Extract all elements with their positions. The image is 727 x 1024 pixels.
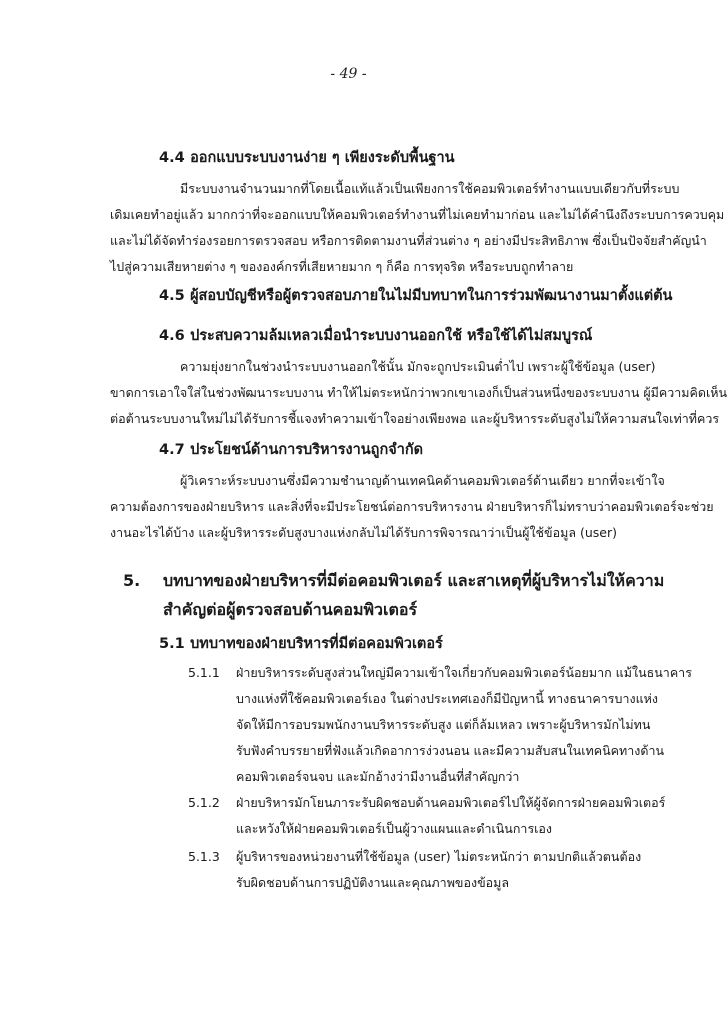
heading-number: 4.4 <box>159 150 185 166</box>
list-item-5-1-1 <box>188 660 692 790</box>
paragraph-line: งานอะไรได้บ้าง และผู้บริหารระดับสูงบางแห่งกลับไม่ได้รับการพิจารณาว่าเป็นผู้ใช้ข้อมูล (user) <box>110 525 617 540</box>
paragraph-line: ต่อต้านระบบงานใหม่ไม่ได้รับการชี้แจงทำความเข้าใจอย่างเพียงพอ และผู้บริหารระดับสูงไม่ให้ความสนใจเท่าที่ควร <box>110 411 720 426</box>
page-number: - 49 - <box>330 66 367 82</box>
heading-5-1 <box>159 634 443 654</box>
paragraph-line: เดิมเคยทำอยู่แล้ว มากกว่าที่จะออกแบบให้คอมพิวเตอร์ทำงานที่ไม่เคยทำมาก่อน และไม่ได้คำนึงถึงระบบการควบคุม <box>110 207 725 222</box>
item-line: รับผิดชอบด้านการปฏิบัติงานและคุณภาพของข้อมูล <box>236 875 510 890</box>
item-line: ฝ่ายบริหารมักโยนภาระรับผิดชอบด้านคอมพิวเตอร์ไปให้ผู้จัดการฝ่ายคอมพิวเตอร์ <box>236 795 666 810</box>
paragraph-line: และไม่ได้จัดทำร่องรอยการตรวจสอบ หรือการติดตามงานที่ส่วนต่าง ๆ อย่างมีประสิทธิภาพ ซึ่งเป็นปัจจัยสำคัญนำ <box>110 233 707 248</box>
heading-number: 5.1 <box>159 636 185 652</box>
item-line: คอมพิวเตอร์จนจบ และมักอ้างว่ามีงานอื่นที่สำคัญกว่า <box>236 769 520 784</box>
section-number: 5. <box>123 571 141 590</box>
item-number: 5.1.2 <box>188 795 220 810</box>
section-heading-line: สำคัญต่อผู้ตรวจสอบด้านคอมพิวเตอร์ <box>163 600 418 619</box>
heading-number: 4.5 <box>159 288 185 304</box>
section-5-heading <box>123 566 663 624</box>
heading-title: ผู้สอบบัญชีหรือผู้ตรวจสอบภายในไม่มีบทบาทในการร่วมพัฒนางานมาตั้งแต่ต้น <box>190 288 673 304</box>
item-number: 5.1.1 <box>188 665 220 680</box>
item-line: จัดให้มีการอบรมพนักงานบริหารระดับสูง แต่ก็ล้มเหลว เพราะผู้บริหารมักไม่ทน <box>236 717 651 732</box>
paragraph-line: ผู้วิเคราะห์ระบบงานซึ่งมีความชำนาญด้านเทคนิคด้านคอมพิวเตอร์ด้านเดียว ยากที่จะเข้าใจ <box>180 473 665 488</box>
item-line: บางแห่งที่ใช้คอมพิวเตอร์เอง ในต่างประเทศเองก็มีปัญหานี้ ทางธนาคารบางแห่ง <box>236 691 658 706</box>
heading-4-7 <box>159 440 423 460</box>
paragraph-4-4 <box>110 176 725 280</box>
paragraph-line: ขาดการเอาใจใส่ในช่วงพัฒนาระบบงาน ทำให้ไม่ตระหนักว่าพวกเขาเองก็เป็นส่วนหนึ่งของระบบงาน ผู้มีความคิดเห็น <box>110 385 727 400</box>
heading-4-6 <box>159 326 592 346</box>
section-heading-line: บทบาทของฝ่ายบริหารที่มีต่อคอมพิวเตอร์ และสาเหตุที่ผู้บริหารไม่ให้ความ <box>163 571 665 590</box>
heading-4-5 <box>159 286 672 306</box>
list-item-5-1-2 <box>188 790 666 842</box>
item-line: รับฟังคำบรรยายที่ฟังแล้วเกิดอาการง่วงนอน และมีความสับสนในเทคนิคทางด้าน <box>236 743 665 758</box>
paragraph-4-6 <box>110 354 727 432</box>
heading-4-4 <box>159 148 455 168</box>
list-item-5-1-3 <box>188 844 658 896</box>
paragraph-line: ไปสู่ความเสียหายต่าง ๆ ขององค์กรที่เสียหายมาก ๆ ก็คือ การทุจริต หรือระบบถูกทำลาย <box>110 259 574 274</box>
item-line: และหวังให้ฝ่ายคอมพิวเตอร์เป็นผู้วางแผนและดำเนินการเอง <box>236 821 553 836</box>
heading-number: 4.6 <box>159 328 185 344</box>
paragraph-line: ความต้องการของฝ่ายบริหาร และสิ่งที่จะมีประโยชน์ต่อการบริหารงาน ฝ่ายบริหารก็ไม่ทราบว่าคอมพิวเตอร์จะช่วย <box>110 499 714 514</box>
item-line: ผู้บริหารของหน่วยงานที่ใช้ข้อมูล (user) ไม่ตระหนักว่า ตามปกติแล้วตนต้อง <box>236 849 642 864</box>
heading-title: ออกแบบระบบงานง่าย ๆ เพียงระดับพื้นฐาน <box>190 150 455 166</box>
item-number: 5.1.3 <box>188 849 220 864</box>
heading-title: ประโยชน์ด้านการบริหารงานถูกจำกัด <box>190 442 424 458</box>
item-line: ฝ่ายบริหารระดับสูงส่วนใหญ่มีความเข้าใจเกี่ยวกับคอมพิวเตอร์น้อยมาก แม้ในธนาคาร <box>236 665 692 680</box>
paragraph-4-7 <box>110 468 714 546</box>
paragraph-line: มีระบบงานจำนวนมากที่โดยเนื้อแท้แล้วเป็นเพียงการใช้คอมพิวเตอร์ทำงานแบบเดียวกับที่ระบบ <box>180 181 680 196</box>
heading-number: 4.7 <box>159 442 185 458</box>
heading-title: บทบาทของฝ่ายบริหารที่มีต่อคอมพิวเตอร์ <box>190 636 443 652</box>
paragraph-line: ความยุ่งยากในช่วงนำระบบงานออกใช้นั้น มักจะถูกประเมินต่ำไป เพราะผู้ใช้ข้อมูล (user) <box>180 359 656 374</box>
heading-title: ประสบความล้มเหลวเมื่อนำระบบงานออกใช้ หรือใช้ได้ไม่สมบูรณ์ <box>190 328 593 344</box>
